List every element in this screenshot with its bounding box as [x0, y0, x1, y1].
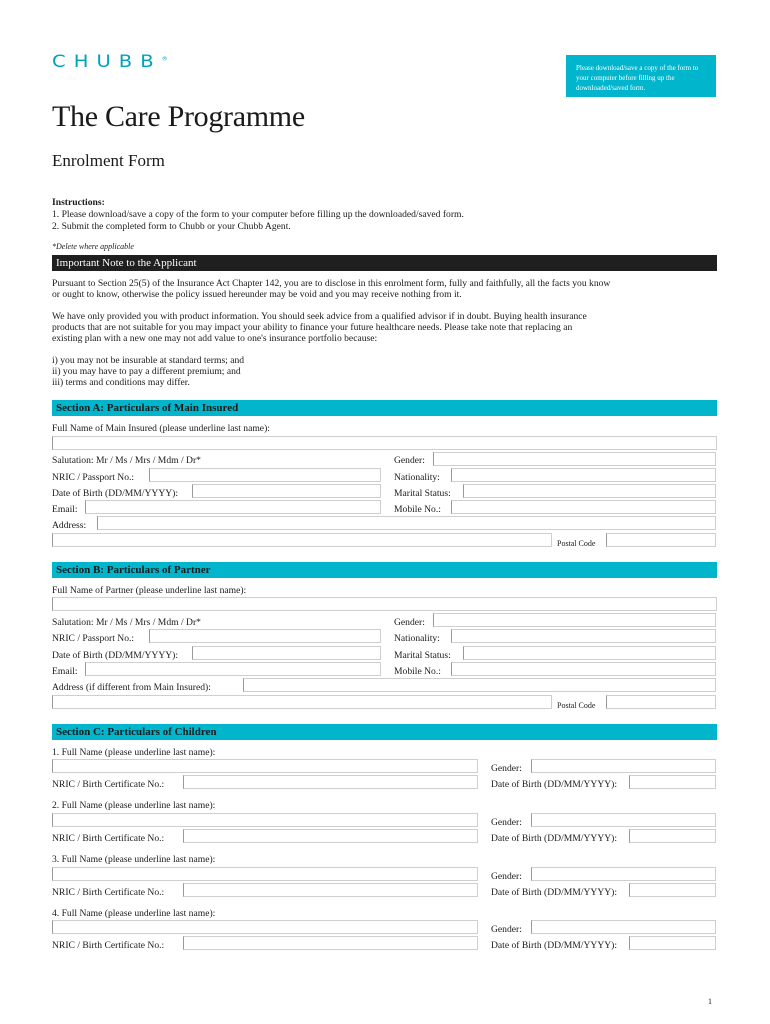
c1-gender-field[interactable] [531, 759, 716, 773]
c1-nric-field[interactable] [183, 775, 478, 789]
b-address-field-2[interactable] [52, 695, 552, 709]
c4-nric-label: NRIC / Birth Certificate No.: [52, 940, 165, 951]
b-salutation-label: Salutation: Mr / Ms / Mrs / Mdm / Dr* [52, 617, 201, 628]
c1-dob-label: Date of Birth (DD/MM/YYYY): [491, 779, 618, 790]
b-email-field[interactable] [85, 662, 381, 676]
c2-dob-label: Date of Birth (DD/MM/YYYY): [491, 833, 618, 844]
c3-nric-field[interactable] [183, 883, 478, 897]
a-gender-label: Gender: [394, 455, 425, 466]
a-address-field-2[interactable] [52, 533, 552, 547]
a-address-label: Address: [52, 520, 87, 531]
important-para2-line1: We have only provided you with product information. You should seek advice from a qualified advisor if in doubt. Buying health insurance [52, 311, 587, 322]
section-b-header: Section B: Particulars of Partner [52, 562, 717, 578]
b-postal-field[interactable] [606, 695, 716, 709]
page-title: The Care Programme [52, 100, 305, 133]
b-nationality-field[interactable] [451, 629, 716, 643]
c4-gender-label: Gender: [491, 924, 522, 935]
a-full-name-field[interactable] [52, 436, 717, 450]
a-marital-field[interactable] [463, 484, 716, 498]
instructions-heading: Instructions: [52, 197, 105, 208]
a-mobile-label: Mobile No.: [394, 504, 441, 515]
instruction-item-2: 2. Submit the completed form to Chubb or your Chubb Agent. [52, 221, 291, 232]
a-dob-field[interactable] [192, 484, 381, 498]
a-nationality-field[interactable] [451, 468, 716, 482]
b-mobile-field[interactable] [451, 662, 716, 676]
b-gender-field[interactable] [433, 613, 716, 627]
b-address-label: Address (if different from Main Insured): [52, 682, 211, 693]
a-salutation-label: Salutation: Mr / Ms / Mrs / Mdm / Dr* [52, 455, 201, 466]
a-dob-label: Date of Birth (DD/MM/YYYY): [52, 488, 179, 499]
a-nric-label: NRIC / Passport No.: [52, 472, 135, 483]
c2-gender-label: Gender: [491, 817, 522, 828]
important-note-header: Important Note to the Applicant [52, 255, 717, 271]
c3-dob-field[interactable] [629, 883, 716, 897]
page-subtitle: Enrolment Form [52, 151, 165, 170]
c3-dob-label: Date of Birth (DD/MM/YYYY): [491, 887, 618, 898]
section-c-header: Section C: Particulars of Children [52, 724, 717, 740]
chubb-logo: CHUBB® [52, 52, 168, 72]
b-nric-field[interactable] [149, 629, 381, 643]
c2-nric-label: NRIC / Birth Certificate No.: [52, 833, 165, 844]
a-gender-field[interactable] [433, 452, 716, 466]
b-full-name-field[interactable] [52, 597, 717, 611]
c3-full-name-label: 3. Full Name (please underline last name): [52, 854, 216, 865]
c2-dob-field[interactable] [629, 829, 716, 843]
b-dob-label: Date of Birth (DD/MM/YYYY): [52, 650, 179, 661]
c2-full-name-label: 2. Full Name (please underline last name): [52, 800, 216, 811]
a-nationality-label: Nationality: [394, 472, 440, 483]
c1-nric-label: NRIC / Birth Certificate No.: [52, 779, 165, 790]
b-nric-label: NRIC / Passport No.: [52, 633, 135, 644]
b-postal-label: Postal Code [557, 701, 596, 710]
c2-nric-field[interactable] [183, 829, 478, 843]
b-full-name-label: Full Name of Partner (please underline last name): [52, 585, 247, 596]
download-notice: Please download/save a copy of the form to your computer before filling up the downloaded/saved form. [566, 55, 716, 97]
c4-full-name-label: 4. Full Name (please underline last name): [52, 908, 216, 919]
b-marital-label: Marital Status: [394, 650, 451, 661]
b-mobile-label: Mobile No.: [394, 666, 441, 677]
a-mobile-field[interactable] [451, 500, 716, 514]
b-dob-field[interactable] [192, 646, 381, 660]
a-nric-field[interactable] [149, 468, 381, 482]
a-address-field-1[interactable] [97, 516, 716, 530]
c3-gender-label: Gender: [491, 871, 522, 882]
c4-gender-field[interactable] [531, 920, 716, 934]
c3-nric-label: NRIC / Birth Certificate No.: [52, 887, 165, 898]
a-email-field[interactable] [85, 500, 381, 514]
c2-gender-field[interactable] [531, 813, 716, 827]
important-para1-line2: or ought to know, otherwise the policy issued hereunder may be void and you may receive nothing from it. [52, 289, 462, 300]
c3-full-name-field[interactable] [52, 867, 478, 881]
c2-full-name-field[interactable] [52, 813, 478, 827]
instruction-item-1: 1. Please download/save a copy of the form to your computer before filling up the downloaded/saved form. [52, 209, 464, 220]
b-gender-label: Gender: [394, 617, 425, 628]
a-postal-field[interactable] [606, 533, 716, 547]
c1-full-name-field[interactable] [52, 759, 478, 773]
b-marital-field[interactable] [463, 646, 716, 660]
c3-gender-field[interactable] [531, 867, 716, 881]
a-marital-label: Marital Status: [394, 488, 451, 499]
a-full-name-label: Full Name of Main Insured (please underline last name): [52, 423, 270, 434]
delete-note: *Delete where applicable [52, 242, 134, 251]
b-email-label: Email: [52, 666, 78, 677]
important-list-2: ii) you may have to pay a different premium; and [52, 366, 241, 377]
c1-gender-label: Gender: [491, 763, 522, 774]
c4-dob-label: Date of Birth (DD/MM/YYYY): [491, 940, 618, 951]
a-email-label: Email: [52, 504, 78, 515]
c1-dob-field[interactable] [629, 775, 716, 789]
c4-dob-field[interactable] [629, 936, 716, 950]
b-nationality-label: Nationality: [394, 633, 440, 644]
important-para2-line2: products that are not suitable for you may impact your ability to finance your future healthcare needs. Please take note that replacing an [52, 322, 573, 333]
c1-full-name-label: 1. Full Name (please underline last name): [52, 747, 216, 758]
important-para2-line3: existing plan with a new one may not add value to one's insurance portfolio because: [52, 333, 378, 344]
c4-full-name-field[interactable] [52, 920, 478, 934]
a-postal-label: Postal Code [557, 539, 596, 548]
b-address-field-1[interactable] [243, 678, 716, 692]
page-number: 1 [708, 997, 712, 1006]
important-list-3: iii) terms and conditions may differ. [52, 377, 190, 388]
c4-nric-field[interactable] [183, 936, 478, 950]
important-para1-line1: Pursuant to Section 25(5) of the Insurance Act Chapter 142, you are to disclose in this enrolment form, fully and faithfully, all the facts you know [52, 278, 611, 289]
important-list-1: i) you may not be insurable at standard terms; and [52, 355, 245, 366]
section-a-header: Section A: Particulars of Main Insured [52, 400, 717, 416]
